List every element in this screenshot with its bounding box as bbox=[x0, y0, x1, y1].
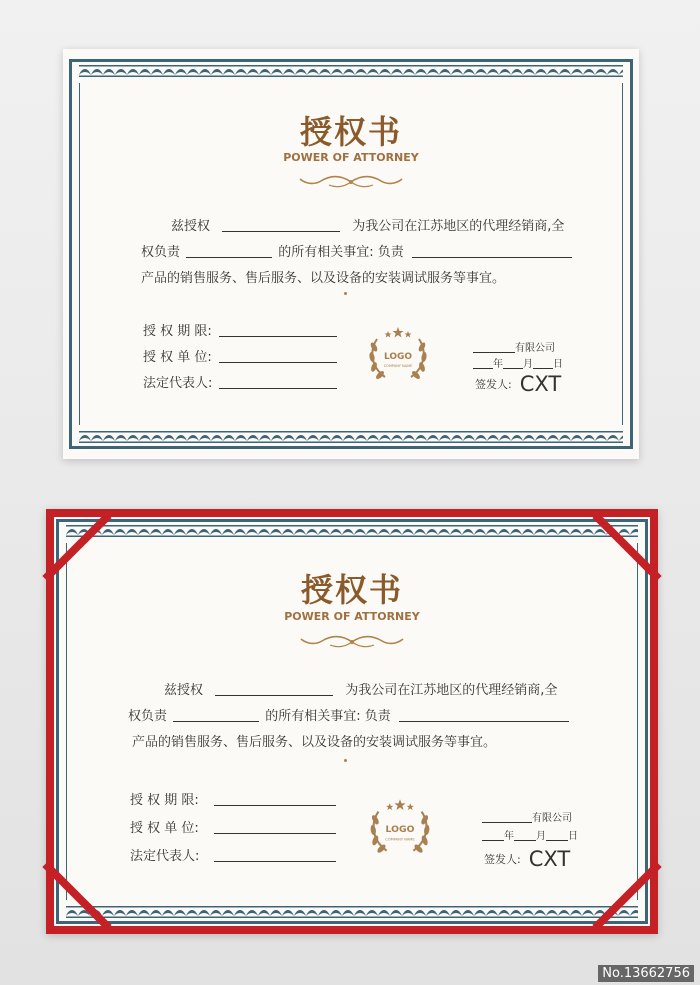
paragraph-line-2: 权负责 的所有相关事宜: 负责 bbox=[128, 705, 569, 724]
certificate-subtitle: POWER OF ATTORNEY bbox=[284, 610, 420, 623]
laurel-icon bbox=[364, 791, 436, 863]
paragraph-line-3: 产品的销售服务、售后服务、以及设备的安装调试服务等事宜。 bbox=[141, 271, 506, 286]
image-id-watermark: No.13662756 bbox=[598, 965, 694, 982]
ornament-icon bbox=[297, 633, 407, 651]
field-unit-label: 授 权 单 位: bbox=[130, 821, 199, 836]
field-period-blank[interactable] bbox=[219, 336, 337, 337]
signer-value: CXT bbox=[528, 847, 571, 871]
field-unit-label: 授 权 单 位: bbox=[143, 350, 212, 365]
certificate-title: 授权书 bbox=[300, 571, 403, 609]
date-line: 年 月 日 bbox=[473, 355, 563, 370]
field-rep-blank[interactable] bbox=[219, 388, 337, 389]
field-rep-blank[interactable] bbox=[214, 861, 336, 862]
svg-text:LOGO: LOGO bbox=[385, 824, 415, 836]
rope-border-top bbox=[66, 525, 638, 537]
field-period-blank[interactable] bbox=[214, 805, 336, 806]
ornament-icon bbox=[296, 173, 406, 191]
paragraph-line-3: 产品的销售服务、售后服务、以及设备的安装调试服务等事宜。 bbox=[132, 735, 497, 750]
paragraph-line-2: 权负责 的所有相关事宜: 负责 bbox=[141, 241, 572, 260]
field-period-label: 授 权 期 限: bbox=[143, 324, 212, 339]
field-unit-blank[interactable] bbox=[219, 362, 337, 363]
logo-seal bbox=[363, 319, 433, 389]
laurel-icon bbox=[363, 319, 433, 389]
signer-value: CXT bbox=[519, 372, 562, 396]
signer-line: 签发人: CXT bbox=[475, 372, 562, 396]
rope-border-bottom bbox=[66, 906, 638, 918]
company-line: 有限公司 bbox=[473, 339, 555, 354]
field-period-label: 授 权 期 限: bbox=[130, 793, 199, 808]
product-blank[interactable] bbox=[412, 257, 572, 258]
responsibility-blank[interactable] bbox=[173, 721, 259, 722]
field-unit-blank[interactable] bbox=[214, 833, 336, 834]
company-line: 有限公司 bbox=[482, 809, 572, 824]
certificate-subtitle: POWER OF ATTORNEY bbox=[283, 151, 419, 164]
certificate-title: 授权书 bbox=[299, 113, 402, 151]
rope-border-top bbox=[79, 65, 623, 77]
certificate-bottom-frame bbox=[46, 509, 658, 934]
signer-line: 签发人: CXT bbox=[484, 847, 571, 871]
product-blank[interactable] bbox=[399, 721, 569, 722]
paragraph-line-1: 兹授权 为我公司在江苏地区的代理经销商,全 bbox=[164, 683, 558, 698]
authorized-party-blank[interactable] bbox=[215, 695, 333, 696]
logo-seal bbox=[364, 791, 436, 863]
field-rep-label: 法定代表人: bbox=[143, 376, 213, 391]
svg-text:LOGO: LOGO bbox=[383, 352, 413, 362]
svg-text:COMPANY NAME: COMPANY NAME bbox=[385, 837, 415, 842]
responsibility-blank[interactable] bbox=[186, 257, 272, 258]
date-line: 年 月 日 bbox=[482, 827, 578, 842]
svg-text:COMPANY NAME: COMPANY NAME bbox=[383, 364, 413, 368]
certificate-top bbox=[63, 49, 639, 459]
authorized-party-blank[interactable] bbox=[222, 231, 340, 232]
rope-border-bottom bbox=[79, 431, 623, 443]
paragraph-line-1: 兹授权 为我公司在江苏地区的代理经销商,全 bbox=[171, 219, 565, 234]
field-rep-label: 法定代表人: bbox=[130, 849, 200, 864]
